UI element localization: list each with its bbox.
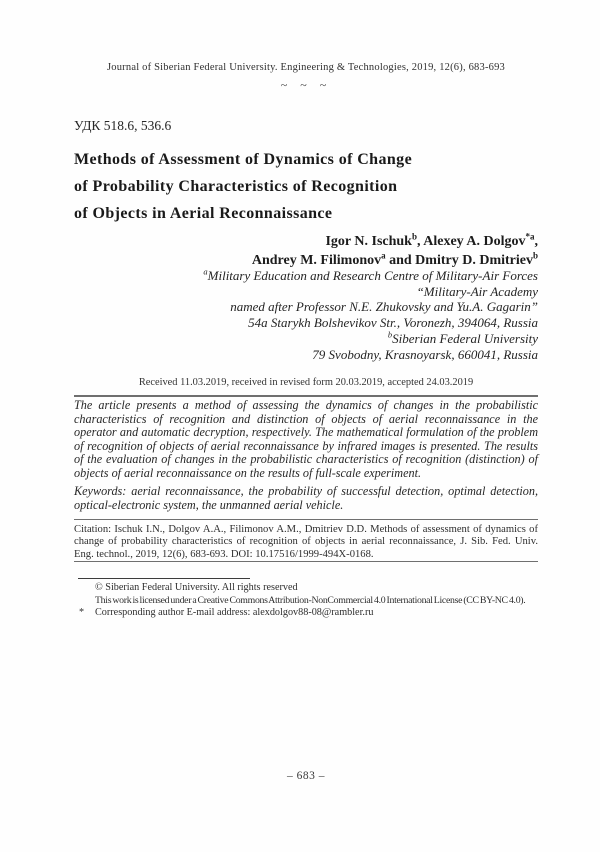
affiliation-block	[74, 268, 538, 362]
page-number: – 683 –	[287, 770, 325, 782]
article-title	[74, 146, 538, 227]
author-superscript: b	[411, 231, 417, 242]
journal-header: Journal of Siberian Federal University. Engineering & Technologies, 2019, 12(6), 683-693	[107, 62, 505, 73]
keywords-text: Keywords: aerial reconnaissance, the probability of successful detection, optimal detection, optical-electronic system, the unmanned aerial vehicle.	[74, 484, 538, 513]
affiliation-line	[74, 347, 538, 363]
received-dates: Received 11.03.2019, received in revised form 20.03.2019, accepted 24.03.2019	[138, 377, 474, 388]
affiliation-text: 79 Svobodny, Krasnoyarsk, 660041, Russia	[312, 346, 538, 362]
divider-rule	[74, 519, 538, 520]
divider-rule	[74, 561, 538, 562]
author-name: , Alexey A. Dolgov	[417, 234, 526, 249]
citation-text: Citation: Ischuk I.N., Dolgov A.A., Filimonov A.M., Dmitriev D.D. Methods of assessment of dynamics of change of probability characteristics of recognition of objects in aerial reconnaissance, J. Sib. Fed. Univ. Eng. technol., 2019, 12(6), 683-693. DOI: 10.17516/1999-494X-0168.	[74, 524, 538, 560]
author-name-separator: ,	[534, 234, 538, 249]
author-superscript: *a	[525, 231, 535, 242]
author-name: and Dmitry D. Dmitriev	[385, 252, 533, 268]
affiliation-text: “Military-Air Academy	[416, 283, 538, 299]
divider-rule	[74, 395, 538, 397]
copyright-line: © Siberian Federal University. All rights reserved	[95, 582, 298, 593]
footnotes-block	[74, 582, 538, 620]
authors-line-1	[74, 233, 538, 252]
affiliation-superscript: b	[387, 329, 393, 340]
affiliation-line	[74, 284, 538, 300]
article-title-line-1: Methods of Assessment of Dynamics of Change	[74, 151, 413, 168]
authors-block	[74, 233, 538, 270]
affiliation-text: Siberian Federal University	[392, 330, 538, 346]
affiliation-text: Military Education and Research Centre of Military-Air Forces	[207, 268, 538, 283]
footnote-rule	[78, 578, 250, 579]
corresponding-author-email-text: Corresponding author E-mail address: alexdolgov88-08@rambler.ru	[95, 607, 374, 619]
article-title-line-2: of Probability Characteristics of Recognition	[74, 178, 398, 195]
affiliation-superscript: a	[203, 266, 208, 277]
affiliation-text: 54a Starykh Bolshevikov Str., Voronezh, 394064, Russia	[248, 315, 538, 331]
asterisk-marker: *	[79, 607, 85, 619]
author-superscript: b	[532, 249, 538, 260]
author-name: Andrey M. Filimonov	[251, 252, 382, 268]
tilde-ornament: ~ ~ ~	[280, 78, 332, 92]
article-title-line-3: of Objects in Aerial Reconnaissance	[74, 205, 333, 222]
author-name: Igor N. Ischuk	[325, 234, 412, 249]
affiliation-text: named after Professor N.E. Zhukovsky and Yu.A. Gagarin”	[230, 299, 538, 315]
author-superscript: a	[381, 249, 386, 260]
affiliation-line	[74, 299, 538, 315]
abstract-text: The article presents a method of assessing the dynamics of changes in the probabilistic characteristics of recognition and distinction of objects of aerial reconnaissance in the operator and automatic decryption, respectively. The mathematical formulation of the problem of recognition of objects of aerial reconnaissance by infrared images is presented. The results of the evaluation of changes in the probabilistic characteristics of recognition (distinction) of objects of aerial reconnaissance on the results of full-scale experiment.	[74, 398, 538, 480]
license-line: This work is licensed under a Creative Commons Attribution-NonCommercial 4.0 International License (CC BY-NC 4.0).	[95, 594, 526, 606]
affiliation-line	[74, 331, 538, 347]
affiliation-line	[74, 315, 538, 331]
udk-code: УДК 518.6, 536.6	[74, 118, 172, 133]
corresponding-author-line	[74, 607, 538, 620]
affiliation-line	[74, 268, 538, 284]
